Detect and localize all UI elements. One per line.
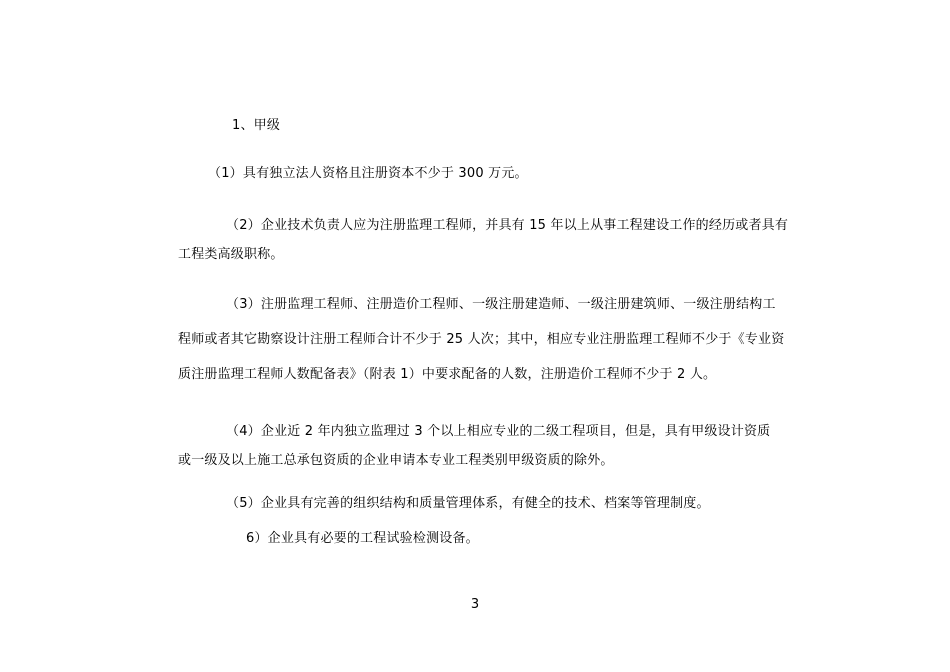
- paragraph-6-line-1: 6）企业具有必要的工程试验检测设备。: [246, 531, 479, 546]
- paragraph-3-line-1: （3）注册监理工程师、注册造价工程师、一级注册建造师、一级注册建筑师、一级注册结构工: [226, 297, 776, 312]
- paragraph-2-line-2: 工程类高级职称。: [178, 247, 284, 262]
- paragraph-4-line-2: 或一级及以上施工总承包资质的企业申请本专业工程类别甲级资质的除外。: [178, 453, 614, 468]
- paragraph-3-line-2: 程师或者其它勘察设计注册工程师合计不少于 25 人次；其中，相应专业注册监理工程师不少于《专业资: [178, 332, 785, 347]
- paragraph-1-line-1: （1）具有独立法人资格且注册资本不少于 300 万元。: [208, 166, 528, 181]
- section-heading: 1、甲级: [232, 118, 281, 133]
- page-number: 3: [470, 597, 480, 612]
- paragraph-2-line-1: （2）企业技术负责人应为注册监理工程师，并具有 15 年以上从事工程建设工作的经历或者具有: [226, 218, 789, 233]
- paragraph-3-line-3: 质注册监理工程师人数配备表》（附表 1）中要求配备的人数，注册造价工程师不少于 2 人。: [178, 367, 717, 382]
- paragraph-5-line-1: （5）企业具有完善的组织结构和质量管理体系，有健全的技术、档案等管理制度。: [226, 496, 710, 511]
- paragraph-4-line-1: （4）企业近 2 年内独立监理过 3 个以上相应专业的二级工程项目，但是，具有甲级设计资质: [226, 424, 771, 439]
